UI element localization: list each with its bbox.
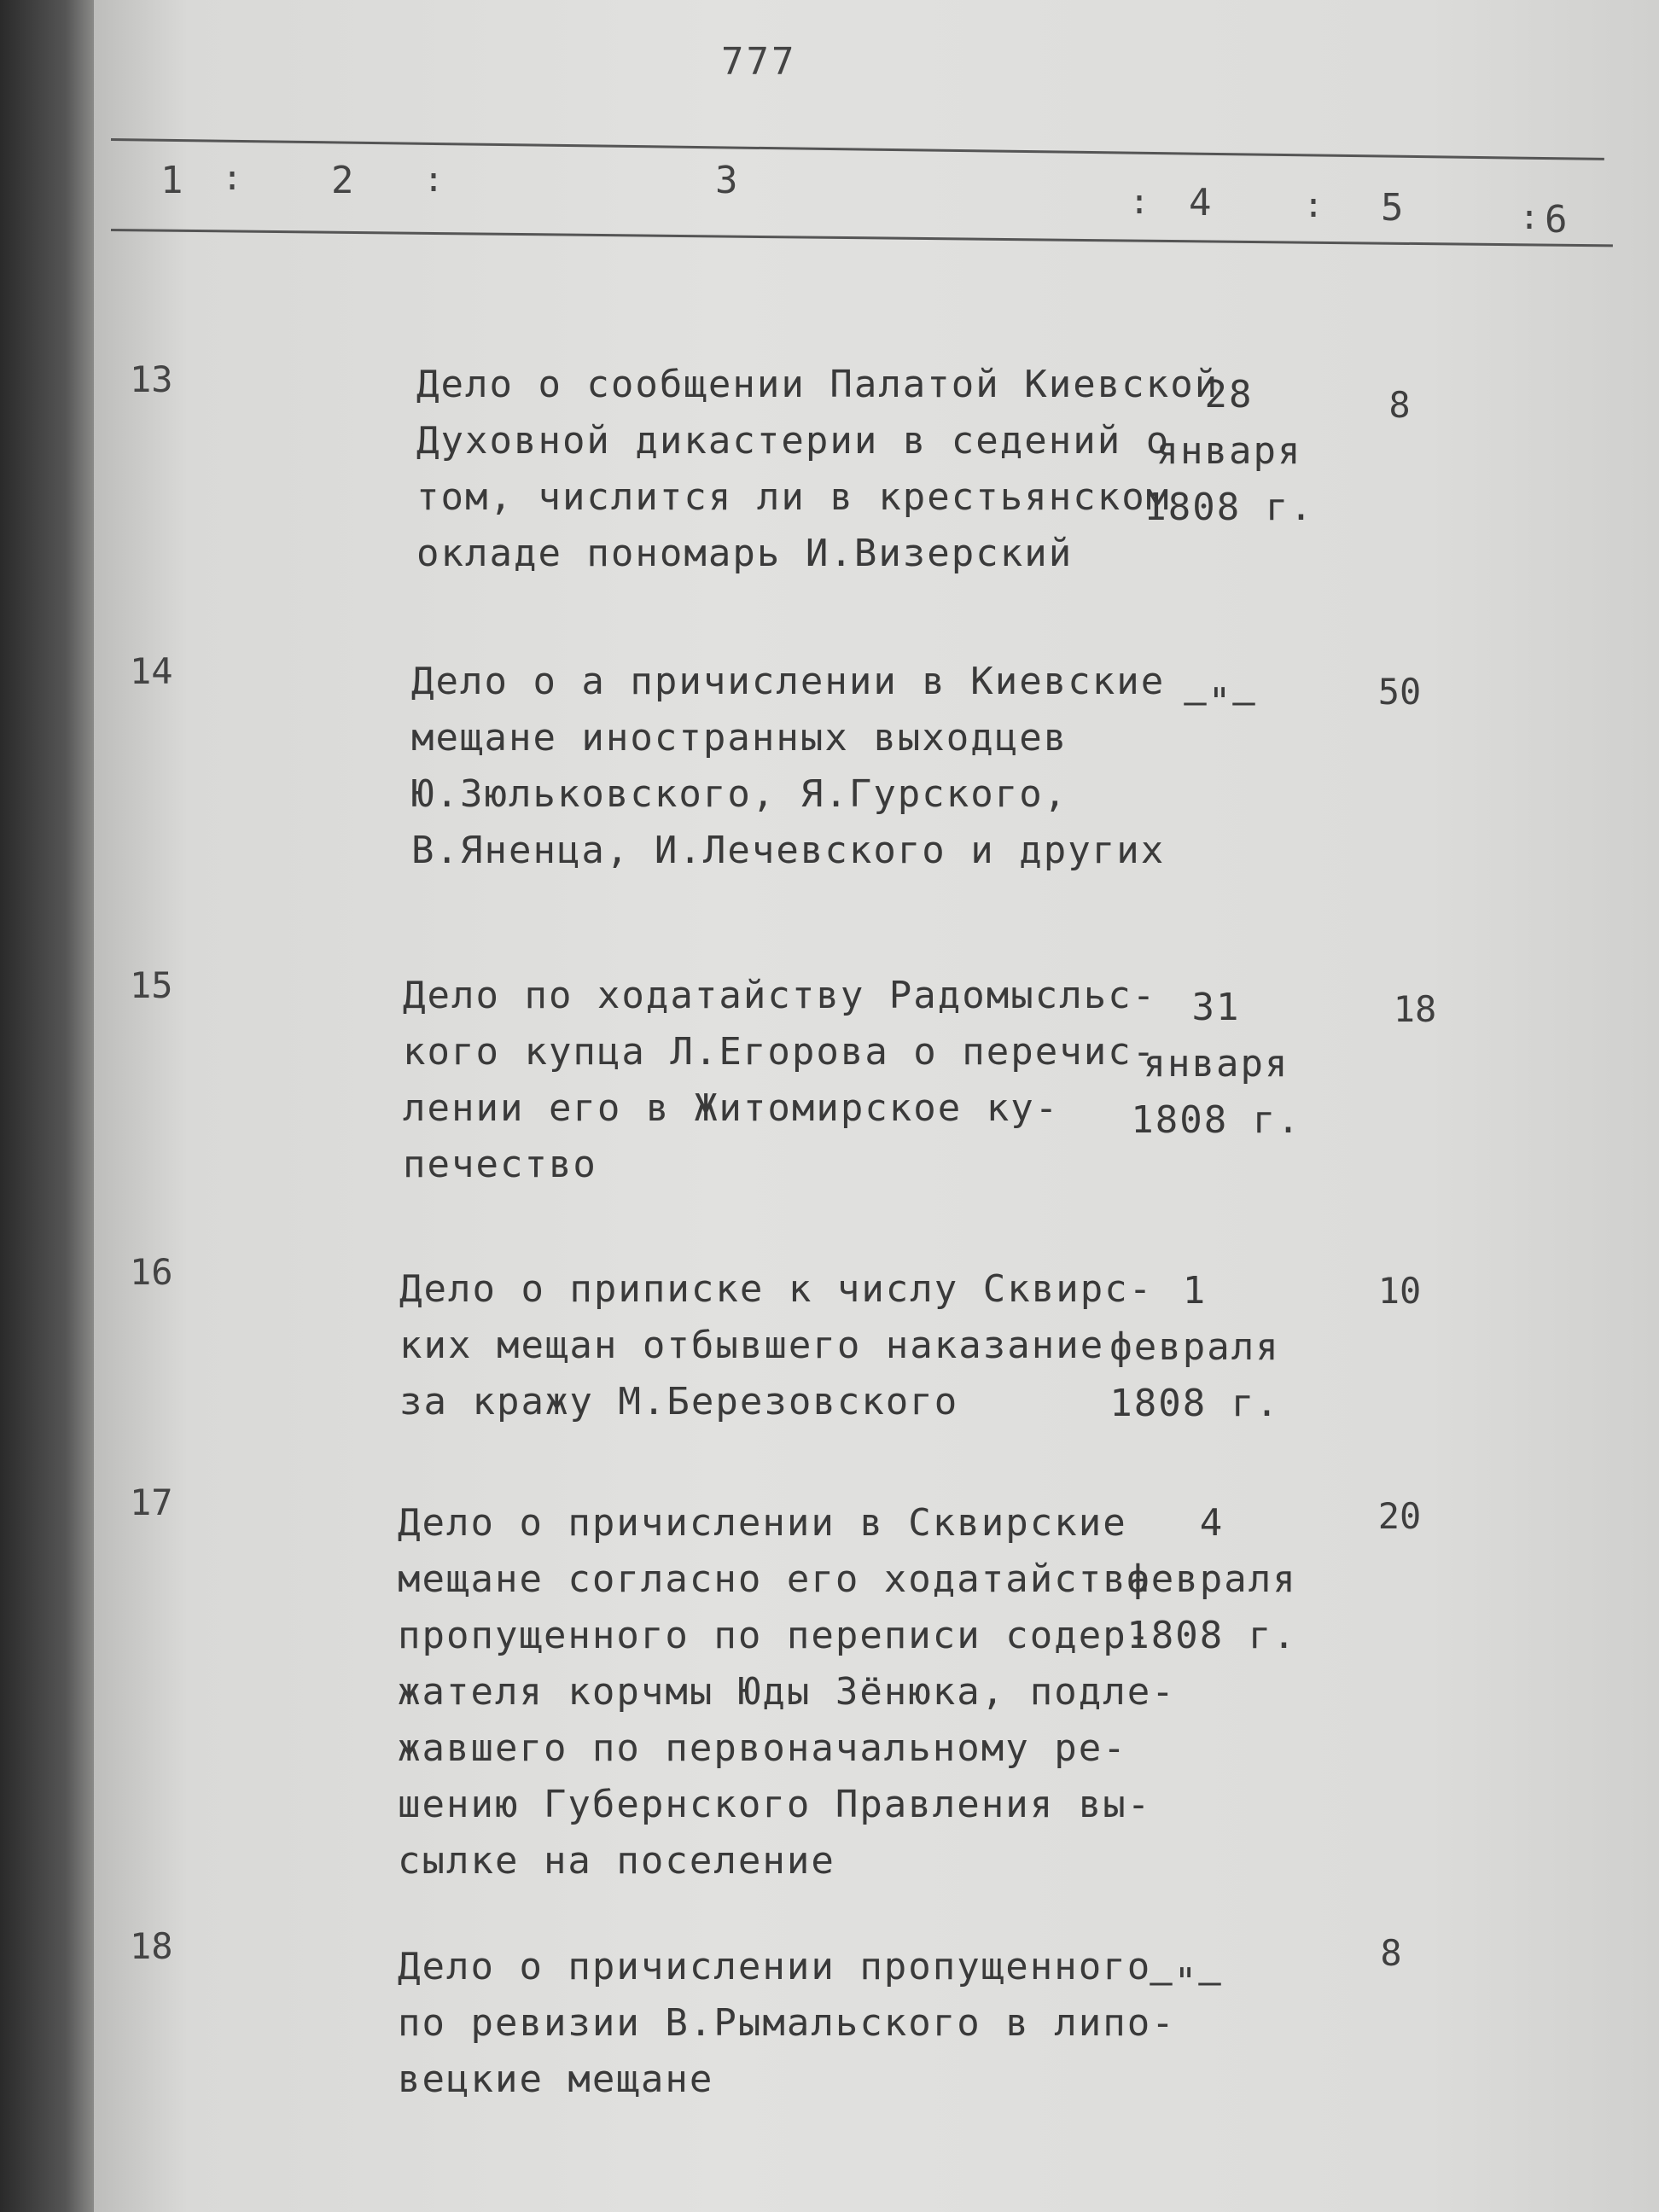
entry-description (398, 1939, 1176, 2108)
header-rule-bottom (111, 229, 1613, 247)
description-line: мещане согласно его ходатайства (398, 1557, 1152, 1601)
description-line: печество (403, 1143, 597, 1186)
entry-description (416, 357, 1219, 582)
entry-number: 14 (130, 650, 173, 692)
column-header-1: 1 (160, 159, 183, 202)
entry-description (403, 968, 1156, 1193)
column-header-3: 3 (715, 159, 738, 202)
entry-sheet-count: 50 (1377, 671, 1422, 713)
entry-description (411, 654, 1165, 879)
date-line: —"— (1150, 1960, 1223, 2004)
description-line: мещане иностранных выходцев (411, 716, 1068, 760)
entry-number: 18 (130, 1925, 173, 1967)
entry-date (1118, 1495, 1306, 1664)
date-line: 1808 г. (1109, 1382, 1280, 1425)
description-line: окладе пономарь И.Визерский (416, 532, 1074, 575)
entry-date (1101, 1263, 1289, 1432)
column-header-5: 5 (1381, 186, 1404, 230)
description-line: кого купца Л.Егорова о перечис- (403, 1030, 1157, 1074)
date-line: 1808 г. (1131, 1098, 1301, 1142)
entry-date (1135, 367, 1323, 536)
description-line: за кражу М.Березовского (399, 1380, 959, 1423)
column-header-2: 2 (331, 159, 354, 202)
description-line: ких мещан отбывшего наказание (399, 1324, 1105, 1367)
description-line: В.Яненца, И.Лечевского и других (411, 829, 1166, 872)
date-line: 1808 г. (1126, 1614, 1297, 1657)
entry-sheet-count: 18 (1393, 988, 1437, 1030)
entry-sheet-count: 20 (1377, 1495, 1422, 1537)
column-separator: : (423, 160, 445, 200)
description-line: сылке на поселение (398, 1839, 835, 1883)
date-line: —"— (1184, 680, 1257, 724)
description-line: лении его в Житомирское ку- (403, 1086, 1060, 1130)
binding-gutter (0, 0, 94, 2212)
description-line: Духовной дикастерии в седений о (416, 419, 1171, 463)
date-line: 4 (1199, 1501, 1225, 1545)
date-line: февраля (1109, 1325, 1280, 1369)
date-line: 1 (1182, 1269, 1208, 1313)
date-line: 1808 г. (1144, 486, 1314, 529)
description-line: Дело о а причислении в Киевские (411, 660, 1166, 703)
column-separator: : (1129, 183, 1150, 222)
description-line: жателя корчмы Юды Зёнюка, подле- (398, 1670, 1176, 1714)
description-line: шению Губернского Правления вы- (398, 1783, 1152, 1826)
header-rule-top (111, 138, 1604, 160)
entry-number: 15 (130, 964, 173, 1006)
description-line: Дело о причислении пропущенного (398, 1945, 1152, 1988)
date-line: февраля (1126, 1557, 1297, 1601)
column-separator: : (222, 159, 243, 198)
entry-date (1092, 1954, 1280, 2011)
column-header-4: 4 (1189, 181, 1212, 224)
entry-number: 16 (130, 1251, 173, 1293)
entry-sheet-count: 8 (1380, 1932, 1402, 1974)
description-line: Дело о причислении в Сквирские (398, 1501, 1127, 1545)
description-line: по ревизии В.Рымальского в липо- (398, 2001, 1176, 2045)
entry-description (399, 1261, 1153, 1430)
page-number: 777 (721, 40, 797, 84)
column-separator: : (1519, 198, 1540, 237)
entry-sheet-count: 10 (1377, 1270, 1422, 1312)
description-line: пропущенного по переписи содер- (398, 1614, 1152, 1657)
date-line: 28 (1204, 373, 1254, 416)
description-line: вецкие мещане (398, 2058, 714, 2101)
description-line: Дело о приписке к числу Сквирс- (399, 1267, 1154, 1311)
entry-number: 13 (130, 358, 173, 400)
entry-date (1126, 674, 1314, 731)
entry-description (398, 1495, 1176, 1889)
description-line: Ю.Зюльковского, Я.Гурского, (411, 772, 1068, 816)
description-line: жавшего по первоначальному ре- (398, 1726, 1127, 1770)
entry-date (1122, 980, 1310, 1149)
description-line: Дело о сообщении Палатой Киевской (416, 363, 1220, 406)
date-line: января (1143, 1042, 1289, 1086)
description-line: Дело по ходатайству Радомысльс- (403, 974, 1157, 1017)
date-line: января (1155, 429, 1302, 473)
column-separator: : (1303, 186, 1324, 225)
date-line: 31 (1191, 986, 1241, 1029)
entry-sheet-count: 8 (1388, 384, 1411, 426)
entry-number: 17 (130, 1481, 173, 1523)
column-header-6: 6 (1545, 198, 1568, 242)
description-line: том, числится ли в крестьянском (416, 475, 1171, 519)
document-page (94, 0, 1659, 2212)
